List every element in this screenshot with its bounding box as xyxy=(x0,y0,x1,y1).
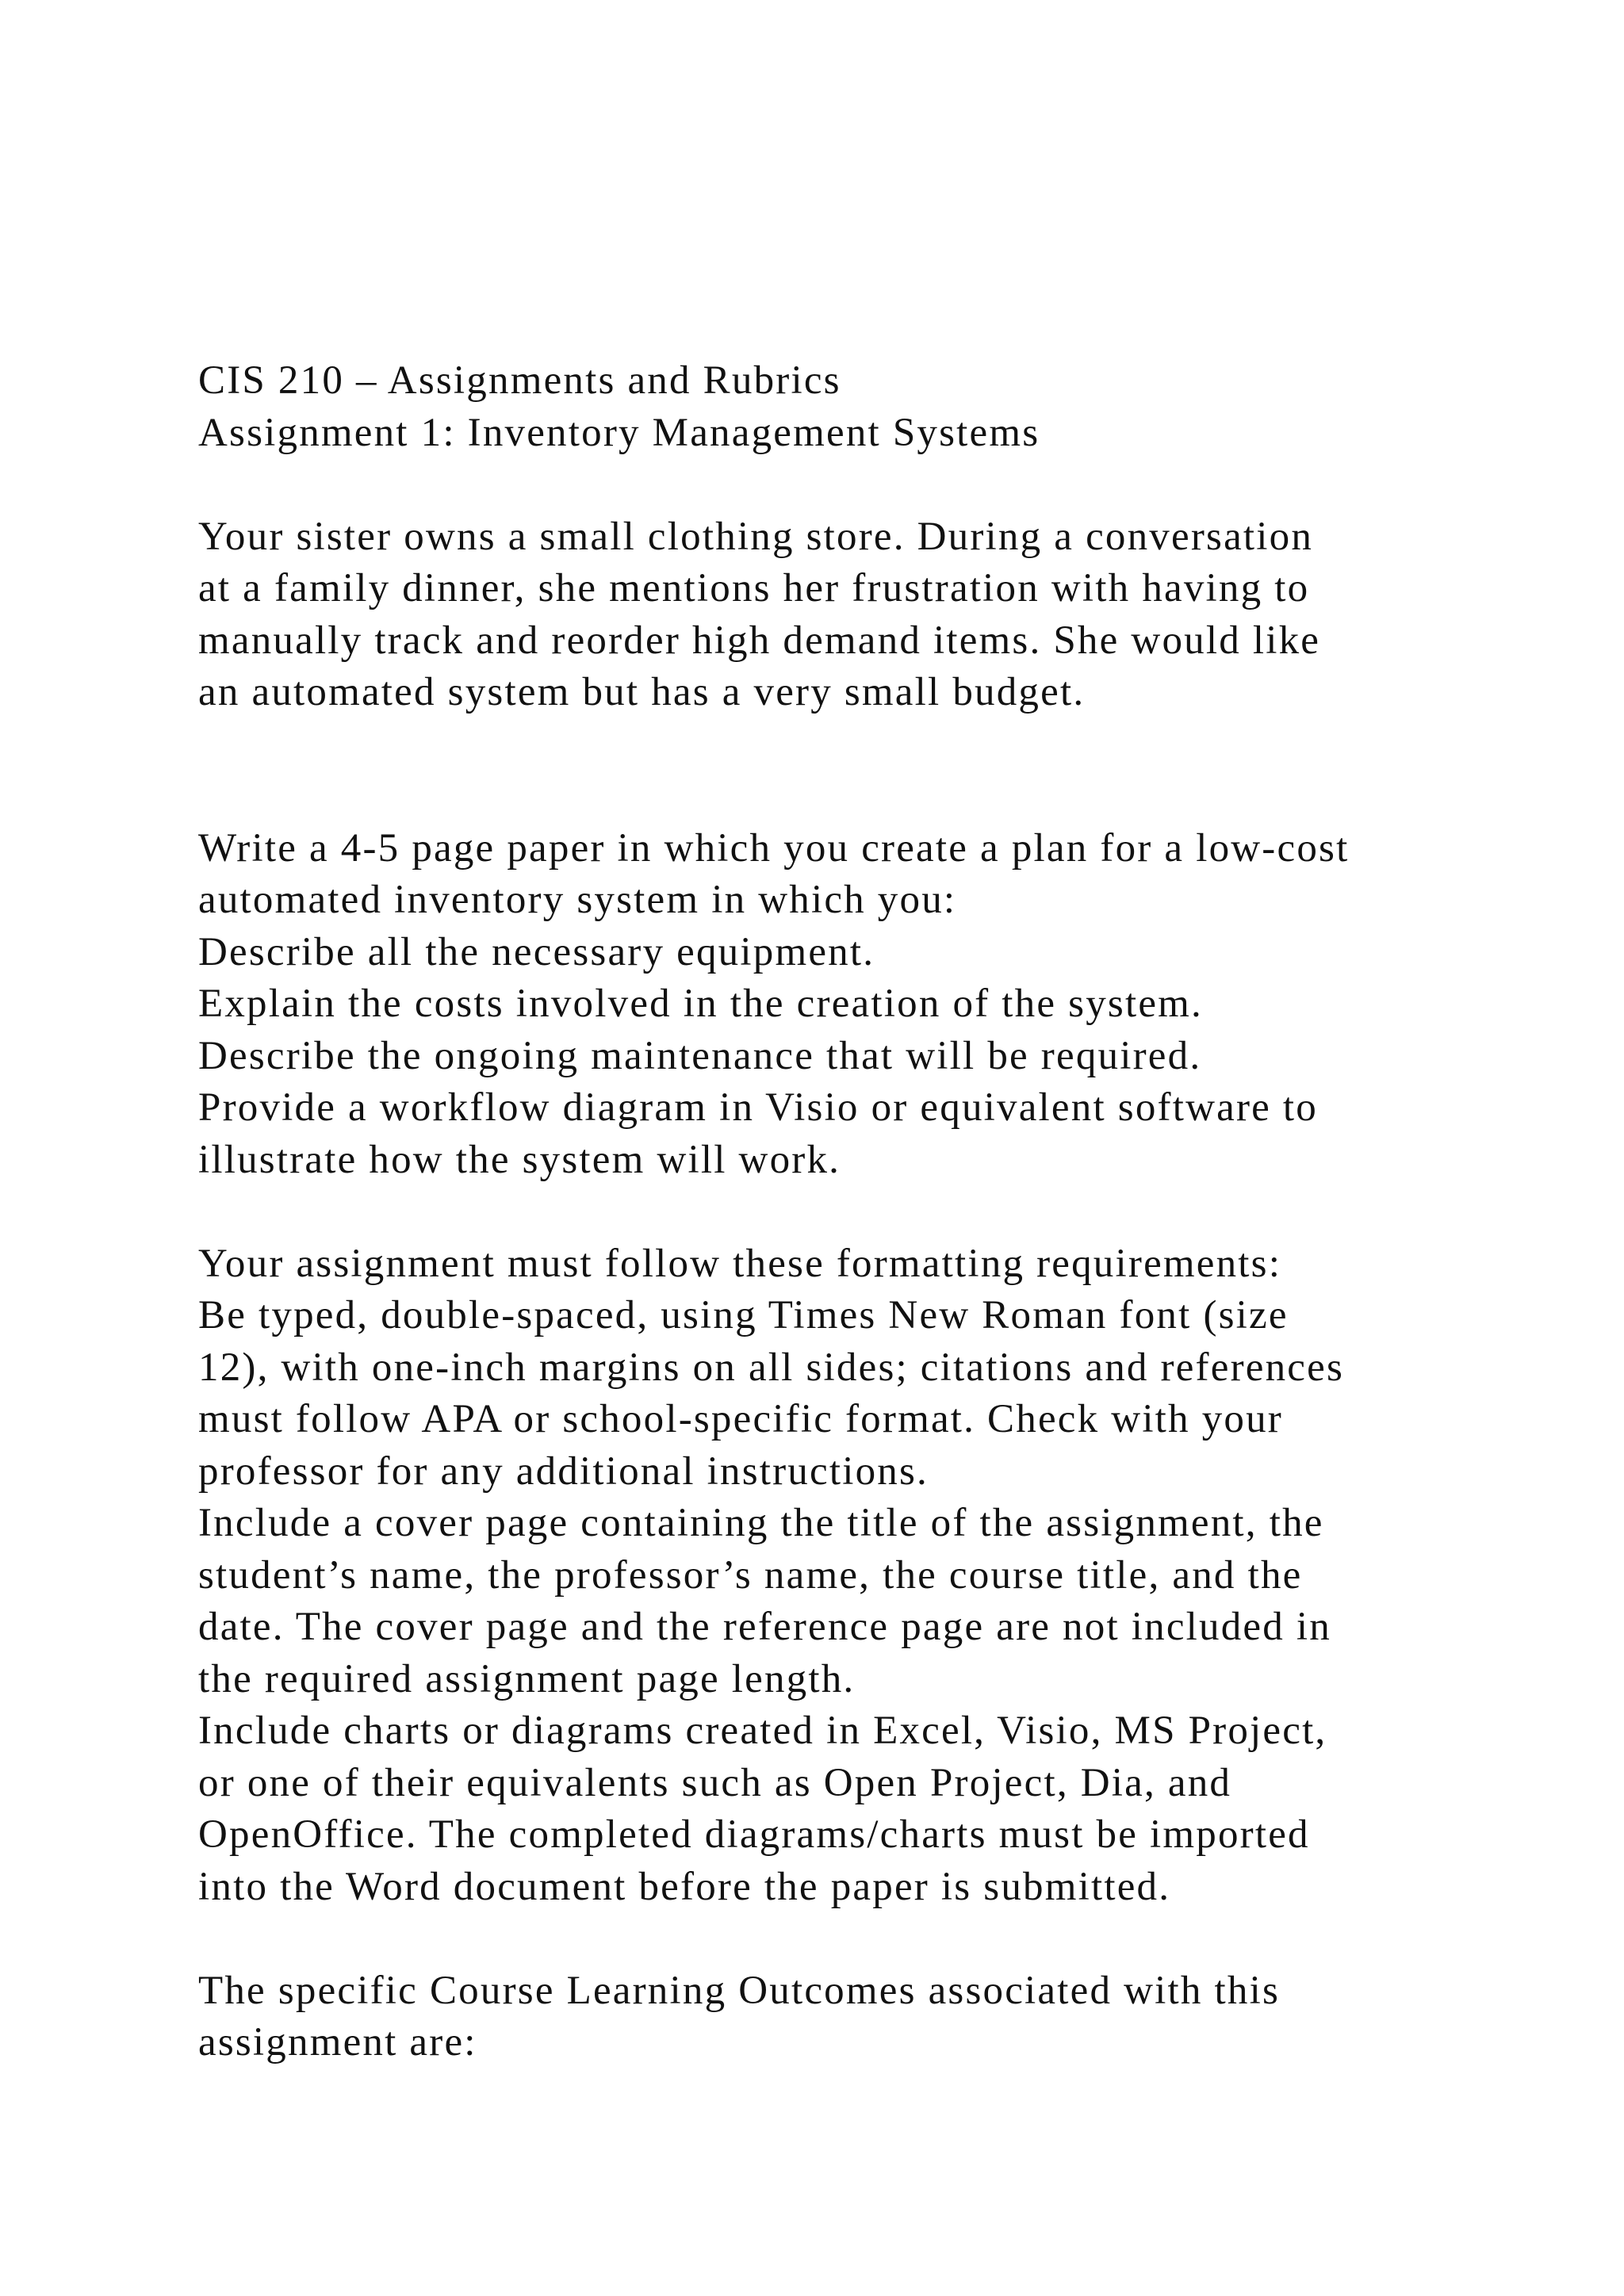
text-line: Include a cover page containing the title of the assignment, the xyxy=(198,1501,1324,1545)
text-line: into the Word document before the paper is submitted. xyxy=(198,1864,1171,1909)
document-body xyxy=(198,355,1499,2069)
text-line: student’s name, the professor’s name, the course title, and the xyxy=(198,1552,1303,1598)
scenario-paragraph xyxy=(198,511,1499,719)
text-line: professor for any additional instructions. xyxy=(198,1448,929,1494)
text-line: must follow APA or school-specific format. Check with your xyxy=(198,1397,1283,1441)
text-line: automated inventory system in which you: xyxy=(198,878,957,922)
requirement-item: Provide a workflow diagram in Visio or equivalent software to xyxy=(198,1085,1318,1130)
text-line: Be typed, double-spaced, using Times New Roman font (size xyxy=(198,1293,1289,1337)
requirement-item: Explain the costs involved in the creation of the system. xyxy=(198,982,1203,1026)
text-line: an automated system but has a very small budget. xyxy=(198,670,1086,714)
paragraph-spacer xyxy=(198,459,1499,511)
text-line: or one of their equivalents such as Open Project, Dia, and xyxy=(198,1760,1232,1805)
text-line: date. The cover page and the reference page are not included in xyxy=(198,1605,1331,1649)
text-line: OpenOffice. The completed diagrams/charts must be imported xyxy=(198,1812,1310,1857)
text-line: Include charts or diagrams created in Excel, Visio, MS Project, xyxy=(198,1709,1327,1753)
outcomes-paragraph xyxy=(198,1965,1499,2069)
formatting-heading: Your assignment must follow these formatting requirements: xyxy=(198,1241,1282,1286)
formatting-section xyxy=(198,1238,1499,1914)
task-paragraph xyxy=(198,823,1499,927)
requirements-list xyxy=(198,927,1499,1187)
text-line: manually track and reorder high demand items. She would like xyxy=(198,618,1321,663)
text-line: 12), with one-inch margins on all sides; citations and references xyxy=(198,1345,1345,1390)
text-line: assignment are: xyxy=(198,2020,477,2064)
requirement-item: Describe the ongoing maintenance that will be required. xyxy=(198,1033,1202,1078)
text-line: Write a 4-5 page paper in which you create a plan for a low-cost xyxy=(198,825,1350,871)
assignment-title: Assignment 1: Inventory Management Systems xyxy=(198,410,1040,455)
text-line: Your sister owns a small clothing store. During a conversation xyxy=(198,514,1314,559)
paragraph-spacer xyxy=(198,1186,1499,1238)
text-line: The specific Course Learning Outcomes associated with this xyxy=(198,1968,1281,2013)
text-line: at a family dinner, she mentions her frustration with having to xyxy=(198,566,1310,610)
requirement-item: Describe all the necessary equipment. xyxy=(198,929,875,974)
requirement-item: illustrate how the system will work. xyxy=(198,1137,841,1182)
course-title: CIS 210 – Assignments and Rubrics xyxy=(198,358,841,403)
text-line: the required assignment page length. xyxy=(198,1656,856,1701)
paragraph-spacer xyxy=(198,1913,1499,1965)
paragraph-spacer xyxy=(198,719,1499,823)
